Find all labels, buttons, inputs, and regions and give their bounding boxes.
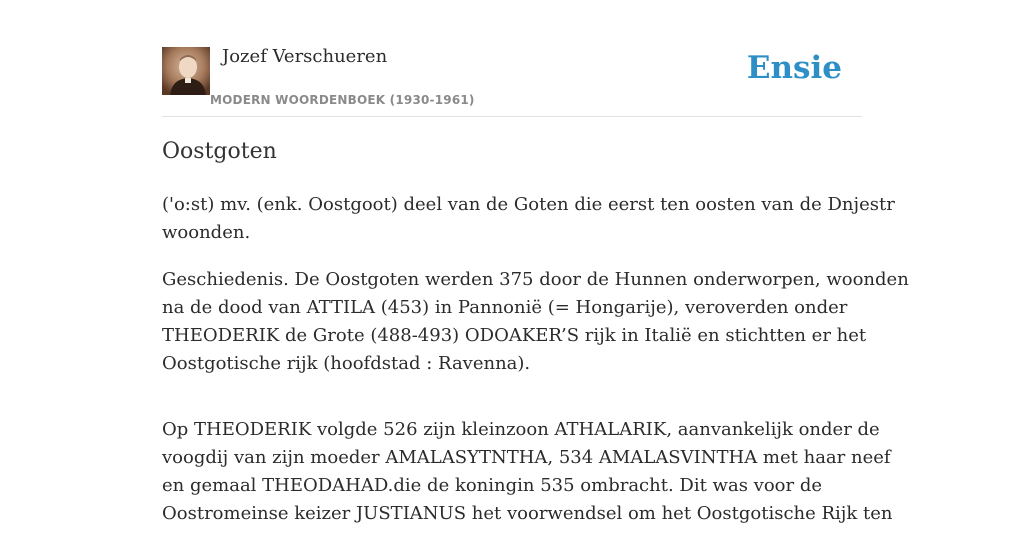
article-title: Oostgoten <box>162 139 277 164</box>
paragraph-succession <box>162 416 893 528</box>
paragraph-line: ('o:st) mv. (enk. Oostgoot) deel van de Goten die eerst ten oosten van de Dnjestr <box>162 194 895 215</box>
paragraph-line: Op THEODERIK volgde 526 zijn kleinzoon ATHALARIK, aanvankelijk onder de <box>162 419 880 440</box>
ensie-logo[interactable]: Ensie <box>746 50 842 86</box>
paragraph-spacer <box>162 397 862 416</box>
paragraph-line: Oostromeinse keizer JUSTIANUS het voorwendsel om het Oostgotische Rijk ten <box>162 503 893 524</box>
paragraph-line: voogdij van zijn moeder AMALASYTNTHA, 534 AMALASVINTHA met haar neef <box>162 447 891 468</box>
paragraph-line: en gemaal THEODAHAD.die de koningin 535 ombracht. Dit was voor de <box>162 475 822 496</box>
paragraph-definition <box>162 191 895 247</box>
article-body <box>162 191 909 547</box>
article-header <box>162 44 862 117</box>
author-portrait-icon <box>162 47 210 95</box>
source-label[interactable]: MODERN WOORDENBOEK (1930-1961) <box>210 93 475 107</box>
author-avatar[interactable] <box>162 47 210 95</box>
paragraph-line: woonden. <box>162 222 251 243</box>
paragraph-history <box>162 266 909 378</box>
paragraph-line: Geschiedenis. De Oostgoten werden 375 door de Hunnen onderworpen, woonden <box>162 269 909 290</box>
paragraph-line: na de dood van ATTILA (453) in Pannonië (= Hongarije), veroverden onder <box>162 297 848 318</box>
paragraph-line: THEODERIK de Grote (488-493) ODOAKER’S rijk in Italië en stichtten er het <box>162 325 867 346</box>
author-name[interactable]: Jozef Verschueren <box>222 46 388 67</box>
paragraph-line: Oostgotische rijk (hoofdstad : Ravenna). <box>162 353 531 374</box>
